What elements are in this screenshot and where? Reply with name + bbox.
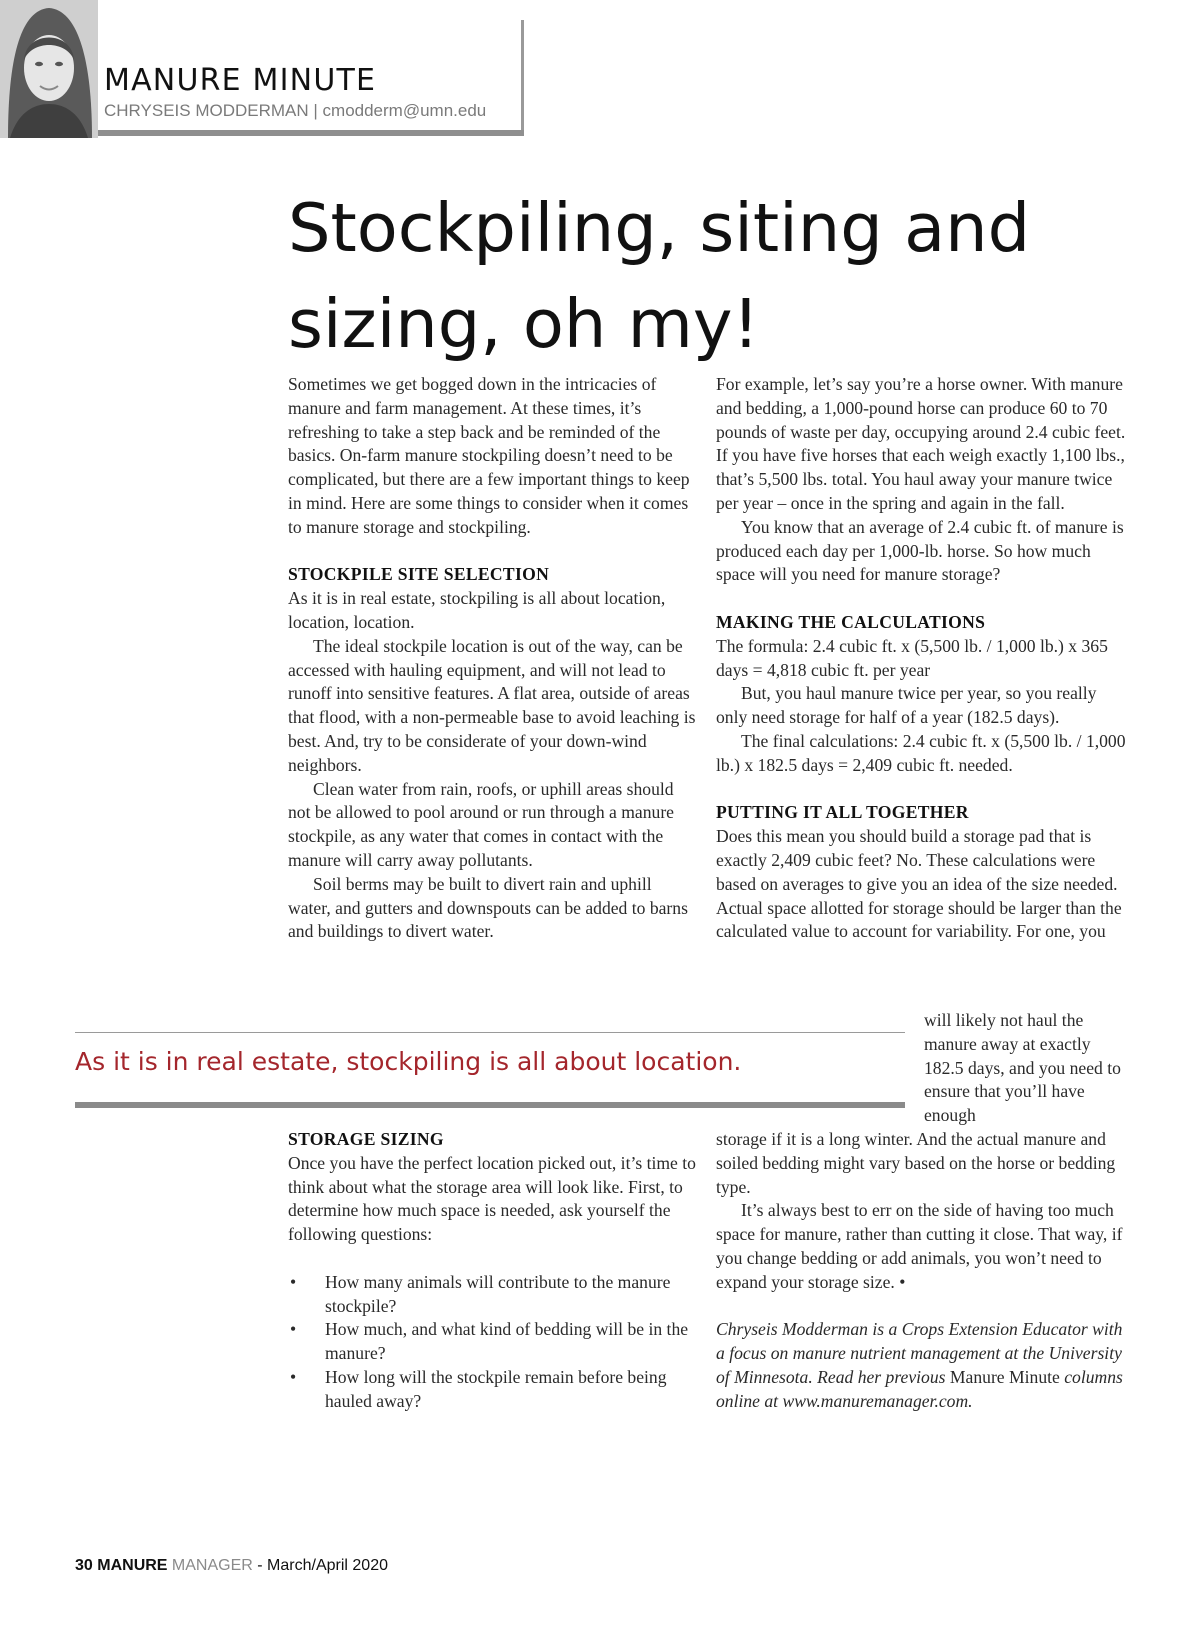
bullet: • — [290, 1319, 297, 1340]
header-horizontal-rule — [98, 130, 524, 136]
section-heading-putting-together: PUTTING IT ALL TOGETHER — [716, 802, 969, 823]
header-vertical-rule — [521, 20, 524, 136]
calculations-paragraph-2: But, you haul manure twice per year, so you really only need storage for half of a year (182.5 days). — [716, 683, 1097, 728]
together-paragraph-1-part-a: Does this mean you should build a storage pad that is exactly 2,409 cubic feet? No. These calculations were based on averages to give you an idea of the size needed. Actual space allotted for storage should be larger than the calculated value to account for variability. For one, you — [716, 826, 1122, 942]
author-email[interactable]: cmodderm@umn.edu — [322, 101, 487, 120]
page-number: 30 — [75, 1557, 93, 1574]
right-column-wraparound — [924, 1009, 1134, 1128]
pull-quote: As it is in real estate, stockpiling is all about location. — [75, 1047, 742, 1076]
example-paragraph-2: You know that an average of 2.4 cubic ft. of manure is produced each day per 1,000-lb. horse. So how much space will you need for manure storage? — [716, 516, 1124, 585]
together-paragraph-2: It’s always best to err on the side of having too much space for manure, rather than cutting it close. That way, if you change bedding or add animals, you won’t need to expand your storage size. • — [716, 1200, 1123, 1292]
list-item: • How much, and what kind of bedding will be in the manure? — [290, 1319, 689, 1364]
author-photo — [0, 0, 98, 138]
list-item: • How many animals will contribute to the manure stockpile? — [290, 1271, 671, 1316]
left-column-upper — [288, 373, 698, 944]
site-selection-paragraph-3: Clean water from rain, roofs, or uphill areas should not be allowed to pool around or run through a manure stockpile, as any water that comes in contact with the manure will carry away pollutants. — [288, 778, 674, 870]
magazine-name-part-2: MANAGER — [171, 1557, 253, 1574]
author-name: CHRYSEIS MODDERMAN — [104, 101, 309, 120]
left-column-lower — [288, 1128, 698, 1414]
issue-date: - March/April 2020 — [257, 1557, 388, 1574]
title-line-2: sizing, oh my! — [288, 285, 760, 363]
magazine-name-part-1: MANURE — [97, 1557, 168, 1574]
storage-sizing-paragraph: Once you have the perfect location picked out, it’s time to think about what the storage area will look like. First, to determine how much space is needed, ask yourself the following questions: — [288, 1152, 696, 1245]
together-paragraph-1-part-c: storage if it is a long winter. And the actual manure and soiled bedding might vary based on the horse or bedding type. — [716, 1129, 1116, 1197]
calculations-paragraph-1: The formula: 2.4 cubic ft. x (5,500 lb. / 1,000 lb.) x 365 days = 4,818 cubic ft. per year — [716, 635, 1108, 680]
bullet: • — [290, 1366, 297, 1387]
page-footer — [75, 1556, 388, 1576]
together-paragraph-1-part-b: will likely not haul the manure away at exactly 182.5 days, and you need to ensure that you’ll have enough — [924, 1010, 1121, 1126]
section-heading-calculations: MAKING THE CALCULATIONS — [716, 611, 986, 632]
site-selection-paragraph-2: The ideal stockpile location is out of the way, can be accessed with hauling equipment, and will not lead to runoff into sensitive features. A flat area, outside of areas that flood, with a non-permeable base to avoid leaching is best. And, try to be considerate of your down-wind neighbors. — [288, 635, 696, 775]
bullet: • — [290, 1271, 297, 1292]
byline — [104, 101, 486, 121]
example-paragraph-1: For example, let’s say you’re a horse owner. With manure and bedding, a 1,000-pound horse can produce 60 to 70 pounds of waste per day, occupying around 2.4 cubic feet. If you have five horses that each weigh exactly 1,100 lbs., that’s 5,500 lbs. total. You haul away your manure twice per year – once in the spring and again in the fall. — [716, 374, 1126, 513]
pull-quote-top-rule — [75, 1032, 905, 1033]
article-title — [288, 180, 1108, 372]
right-column-upper — [716, 373, 1126, 944]
author-portrait-image — [0, 0, 98, 138]
title-line-1: Stockpiling, siting and — [288, 189, 1031, 267]
questions-list — [288, 1271, 698, 1414]
site-selection-paragraph-4: Soil berms may be built to divert rain and uphill water, and gutters and downspouts can be added to barns and buildings to divert water. — [288, 873, 688, 942]
right-column-lower — [716, 1128, 1126, 1414]
pull-quote-bottom-rule — [75, 1102, 905, 1108]
section-heading-storage-sizing: STORAGE SIZING — [288, 1129, 444, 1149]
calculations-paragraph-3: The final calculations: 2.4 cubic ft. x (5,500 lb. / 1,000 lb.) x 182.5 days = 2,409 cubic ft. needed. — [716, 730, 1126, 775]
list-item: • How long will the stockpile remain before being hauled away? — [290, 1366, 667, 1411]
author-credit: Chryseis Modderman is a Crops Extension Educator with a focus on manure nutrient management at the University of Minnesota. Read her previous Manure Minute columns online at www.manuremanager.com. — [716, 1319, 1123, 1411]
site-selection-paragraph-1: As it is in real estate, stockpiling is all about location, location, location. — [288, 588, 666, 632]
intro-paragraph: Sometimes we get bogged down in the intricacies of manure and farm management. At these times, it’s refreshing to take a step back and be reminded of the basics. On-farm manure stockpiling doesn’t need to be complicated, but there are a few important things to keep in mind. Here are some things to consider when it comes to manure storage and stockpiling. — [288, 374, 690, 537]
section-heading-site-selection: STOCKPILE SITE SELECTION — [288, 564, 550, 585]
column-name: MANURE MINUTE — [104, 63, 377, 98]
byline-separator: | — [308, 101, 323, 120]
